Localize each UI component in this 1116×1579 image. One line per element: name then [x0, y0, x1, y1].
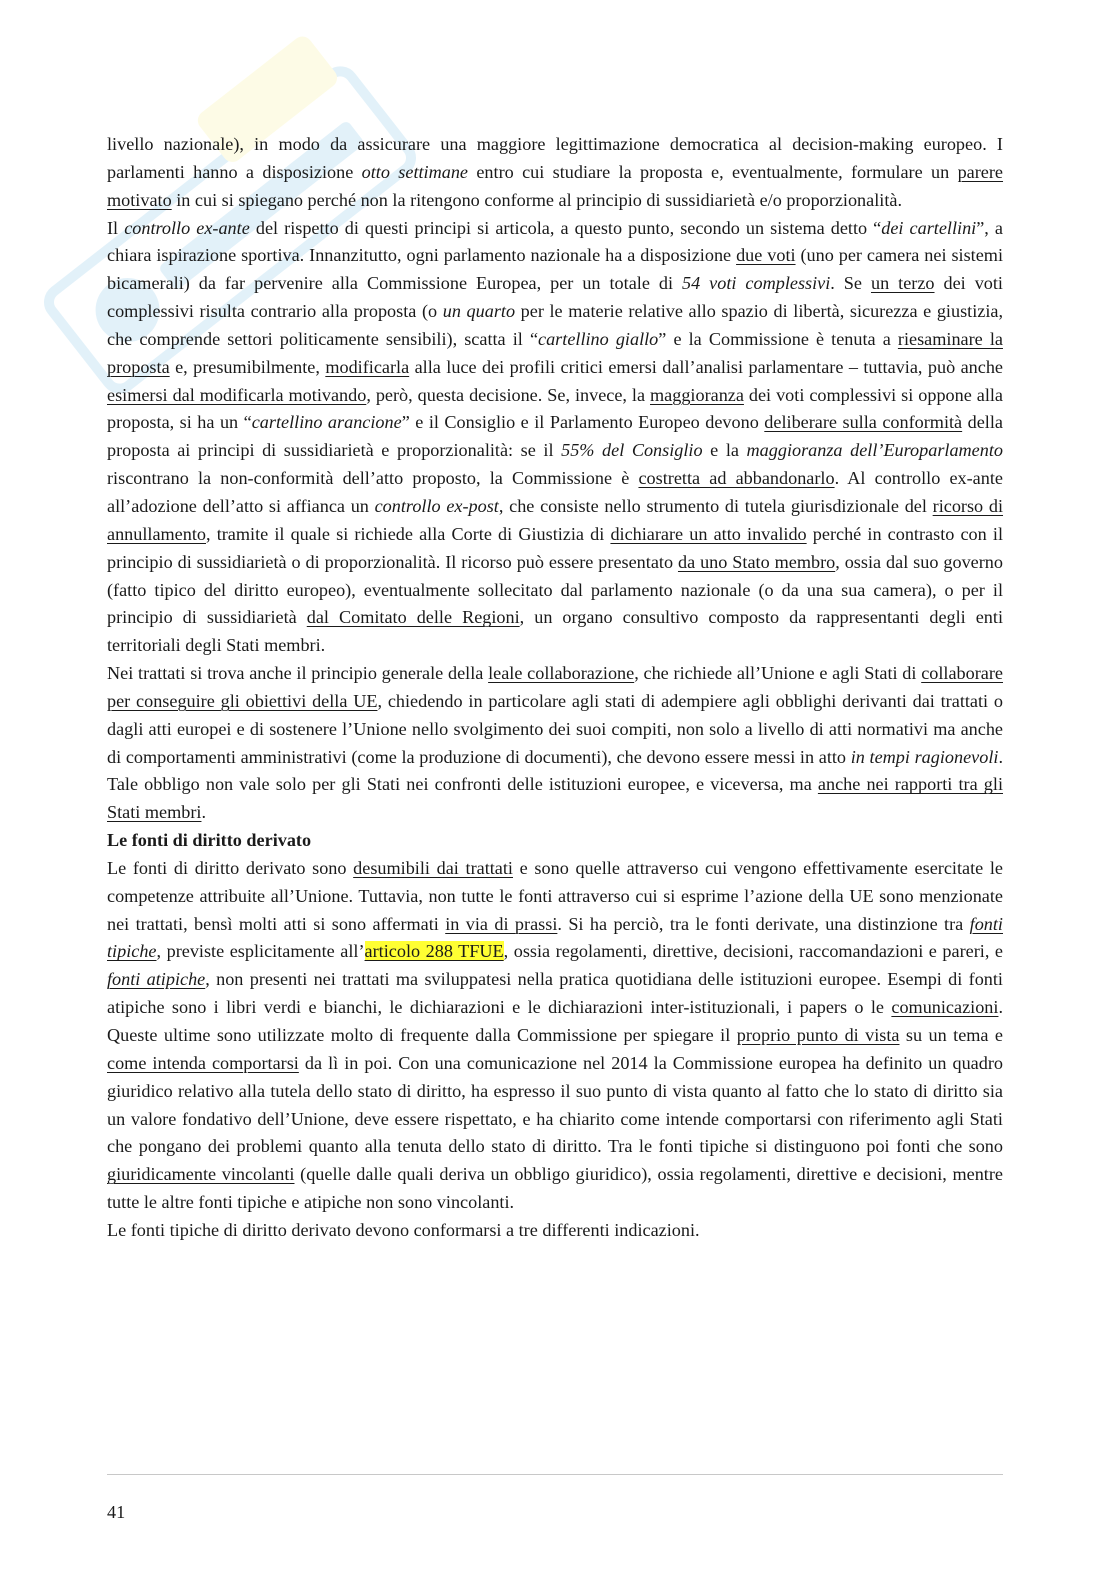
paragraph: [107, 855, 1003, 1217]
underlined-run: collaborare per conseguire gli obiettivi della UE: [107, 663, 1003, 711]
text-run: perché in contrasto con il principio di sussidiarietà o di proporzionalità. Il ricorso può essere presentato: [107, 523, 1003, 572]
italic-run: dei cartellini: [881, 217, 977, 238]
italic-run: cartellino arancione: [251, 412, 402, 433]
page-number: 41: [107, 1502, 126, 1522]
text-run: del rispetto di questi principi si articola, a questo punto, secondo un sistema detto “: [249, 217, 882, 238]
highlighted-run: articolo 288 TFUE: [364, 941, 504, 962]
text-run: , un organo consultivo composto da rappresentanti degli enti territoriali degli Stati membri.: [107, 607, 1004, 656]
text-run: . Tale obbligo non vale solo per gli Stati nei confronti delle istituzioni europee, e viceversa, ma: [107, 746, 1003, 795]
paragraph: [107, 1217, 1003, 1245]
underlined-run: maggioranza: [650, 384, 744, 405]
text-run: Il: [107, 217, 125, 238]
footer-divider: [107, 1474, 1003, 1475]
italic-run: 54 voti complessivi: [682, 273, 831, 294]
text-run: e la: [702, 440, 747, 461]
underlined-run: leale collaborazione: [488, 663, 635, 684]
text-run: per le materie relative allo spazio di libertà, sicurezza e giustizia, che comprende settori politicamente sensibili), scatta il “: [107, 301, 1003, 349]
text-run: e, presumibilmente,: [169, 356, 326, 377]
text-run: , ossia dal suo governo (fatto tipico del diritto europeo), eventualmente sollecitato dal parlamento nazionale (o da una sua camera), o per il principio di sussidiarietà: [107, 551, 1003, 628]
italic-run: controllo ex-post: [374, 495, 499, 516]
underlined-run: deliberare sulla conformità: [764, 412, 963, 433]
text-run: e sono quelle attraverso cui vengono effettivamente esercitate le competenze attribuite all’Unione. Tuttavia, non tutte le fonti attraverso cui si esprime l’azione della UE sono menzionate nei trattati, bensì molti atti si sono affermati: [107, 857, 1003, 934]
bold-run: Le fonti di diritto derivato: [107, 830, 312, 851]
text-run: entro cui studiare la proposta e, eventualmente, formulare un: [468, 161, 958, 182]
italic-run: cartellino giallo: [538, 328, 659, 349]
italic-run: maggioranza dell’Europarlamento: [746, 440, 1004, 461]
text-run: .: [201, 802, 207, 823]
underlined-run: come intenda comportarsi: [107, 1052, 299, 1073]
underlined-run: un terzo: [870, 273, 935, 294]
text-run: , tramite il quale si richiede alla Corte di Giustizia di: [206, 523, 611, 544]
body-text: [107, 131, 1003, 1245]
text-run: , previste esplicitamente all’: [156, 941, 365, 962]
underlined-run: ricorso di annullamento: [107, 495, 1004, 544]
text-run: , non presenti nei trattati ma sviluppatesi nella pratica quotidiana delle istituzioni europee. Esempi di fonti atipiche sono i libri verdi e bianchi, le dichiarazioni e le dichiarazioni inter-istituzionali, i papers o le: [107, 969, 1003, 1018]
section-heading: [107, 827, 1003, 855]
underlined-run: riesaminare la proposta: [107, 328, 1003, 377]
underlined-run: in via di prassi: [445, 913, 558, 934]
text-run: . Queste ultime sono utilizzate molto di frequente dalla Commissione per spiegare il: [107, 997, 1003, 1045]
text-run: , ossia regolamenti, direttive, decisioni, raccomandazioni e pareri, e: [503, 941, 1003, 962]
underlined-run: giuridicamente vincolanti: [107, 1164, 295, 1185]
text-run: ” e il Consiglio e il Parlamento Europeo devono: [401, 412, 765, 433]
underlined-run: costretta ad abbandonarlo: [638, 468, 835, 489]
underlined-run: esimersi dal modificarla motivando: [107, 384, 367, 405]
text-run: (uno per camera nei sistemi bicamerali) da far pervenire alla Commissione Europea, per un totale di: [107, 245, 1003, 294]
text-run: , però, questa decisione. Se, invece, la: [366, 384, 651, 405]
text-run: dei voti complessivi risulta contrario alla proposta (o: [107, 273, 1003, 322]
paragraph: [107, 660, 1003, 827]
text-run: ” e la Commissione è tenuta a: [658, 328, 898, 349]
text-run: Le fonti tipiche di diritto derivato devono conformarsi a tre differenti indicazioni.: [107, 1219, 700, 1240]
text-run: Nei trattati si trova anche il principio generale della: [107, 663, 489, 684]
text-run: dei voti complessivi si oppone alla proposta, si ha un “: [107, 384, 1004, 433]
text-run: (quelle dalle quali deriva un obbligo giuridico), ossia regolamenti, direttive e decisioni, mentre tutte le altre fonti tipiche e atipiche non sono vincolanti.: [107, 1164, 1003, 1213]
text-run: in cui si spiegano perché non la ritengono conforme al principio di sussidiarietà e/o proporzionalità.: [171, 189, 902, 210]
underlined-run: dichiarare un atto invalido: [610, 523, 807, 544]
underlined-run: parere motivato: [107, 161, 1004, 210]
underlined-run: modificarla: [325, 356, 410, 377]
italic-underlined-run: fonti tipiche: [107, 913, 1003, 962]
underlined-run: comunicazioni: [891, 997, 999, 1018]
text-run: , chiedendo in particolare agli stati di adempiere agli obblighi derivanti dai trattati o dagli atti europei e di sostenere l’Unione nello svolgimento dei suoi compiti, non solo a livello di atti normativi ma anche di comportamenti amministrativi (come la produzione di documenti), che devono essere messi in atto: [107, 690, 1004, 767]
italic-run: in tempi ragionevoli: [850, 746, 999, 767]
underlined-run: due voti: [736, 245, 796, 266]
underlined-run: anche nei rapporti tra gli Stati membri: [107, 774, 1003, 823]
text-run: da lì in poi. Con una comunicazione nel 2014 la Commissione europea ha definito un quadro giuridico relativo alla tutela dello stato di diritto, ha espresso il suo punto di vista quanto al fatto che lo stato di diritto sia un valore fondativo dell’Unione, deve essere rispettato, e ha chiarito come intende comportarsi con riferimento agli Stati che pongano dei problemi quanto alla tenuta dello stato di diritto. Tra le fonti tipiche si distinguono poi fonti che sono: [107, 1052, 1003, 1157]
text-run: ”, a chiara ispirazione sportiva. Innanzitutto, ogni parlamento nazionale ha a disposizione: [107, 217, 1003, 266]
paragraph: [107, 215, 1003, 661]
italic-run: un quarto: [442, 301, 516, 322]
underlined-run: proprio punto di vista: [736, 1025, 900, 1045]
text-run: su un tema e: [899, 1025, 1004, 1045]
text-run: della proposta ai principi di sussidiarietà e proporzionalità: se il: [107, 412, 1003, 461]
text-run: . Al controllo ex-ante all’adozione dell’atto si affianca un: [107, 468, 1003, 516]
paragraph: [107, 131, 1003, 215]
italic-underlined-run: fonti atipiche: [107, 969, 206, 990]
text-run: , che consiste nello strumento di tutela giurisdizionale del: [498, 495, 933, 516]
underlined-run: da uno Stato membro: [677, 551, 836, 572]
underlined-run: desumibili dai trattati: [353, 857, 513, 878]
text-run: . Si ha perciò, tra le fonti derivate, una distinzione tra: [557, 913, 970, 934]
text-run: Le fonti di diritto derivato sono: [107, 857, 354, 878]
italic-run: otto settimane: [361, 161, 468, 182]
text-run: riscontrano la non-conformità dell’atto proposto, la Commissione è: [107, 468, 639, 489]
underlined-run: dal Comitato delle Regioni: [306, 607, 520, 628]
text-run: . Se: [830, 273, 871, 294]
text-run: alla luce dei profili critici emersi dall’analisi parlamentare – tuttavia, può anche: [409, 356, 1003, 377]
italic-run: 55% del Consiglio: [561, 440, 703, 461]
text-run: , che richiede all’Unione e agli Stati di: [634, 663, 922, 684]
text-run: livello nazionale), in modo da assicurare una maggiore legittimazione democratica al decision-making europeo. I parlamenti hanno a disposizione: [107, 134, 1003, 182]
italic-run: controllo ex-ante: [124, 217, 250, 238]
